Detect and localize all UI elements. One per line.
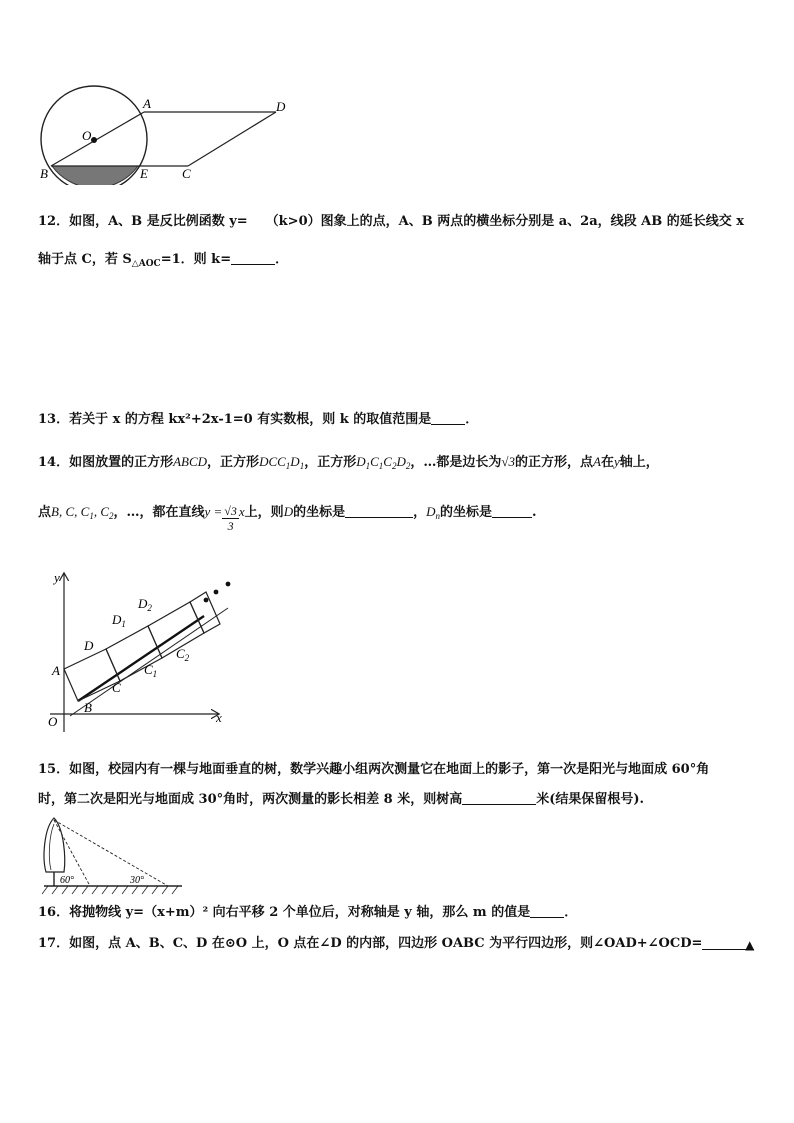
question-12-line2: 轴于点 C，若 $S_{\triangle AOC}=1$．则 k= ．	[38, 252, 289, 269]
label-o: O	[82, 128, 92, 143]
dot-2	[214, 590, 219, 595]
label-o: O	[48, 714, 58, 729]
fraction-sqrt3-over-3: $\frac{√3}{3}$	[224, 504, 237, 533]
label-d1: $D_1$	[112, 612, 126, 629]
question-12-line1: 12．如图，A、B 是反比例函数 y= （k>0）图象上的点，A、B 两点的横坐标分别是 a、2a，线段 AB 的延长线交 x	[38, 214, 745, 229]
question-14-line1: 14．如图放置的正方形ABCD，正方形$DCC_1D_1$，正方形$D_1C_1C_2D_2$，…都是边长为√3的正方形，点A在y轴上，	[38, 454, 659, 471]
tree-canopy	[44, 818, 65, 872]
question-13: 13．若关于 x 的方程 kx²+2x-1=0 有实数根，则 k 的取值范围是 ．	[38, 412, 479, 427]
dot-3	[226, 582, 231, 587]
label-x: x	[216, 710, 222, 725]
answer-blank-15[interactable]	[462, 790, 536, 805]
line-ab	[51, 112, 144, 166]
ground-hatching	[42, 886, 178, 894]
label-c: C	[182, 166, 191, 181]
answer-blank-14a[interactable]	[345, 503, 413, 518]
label-a: A	[52, 663, 60, 678]
label-e: E	[140, 166, 148, 181]
answer-blank-14b[interactable]	[492, 503, 532, 518]
label-c1: $C_1$	[144, 662, 158, 679]
answer-blank-12[interactable]	[231, 250, 275, 265]
center-dot	[91, 137, 97, 143]
angle-30-label: 30°	[130, 875, 144, 886]
label-c2: $C_2$	[176, 646, 190, 663]
label-a: A	[143, 96, 151, 111]
label-d: D	[276, 99, 286, 114]
label-y: y	[54, 570, 60, 585]
answer-marker: ▲	[745, 938, 755, 952]
label-b: B	[84, 700, 92, 715]
angle-60-label: 60°	[60, 875, 74, 886]
label-d: D	[84, 638, 94, 653]
label-d2: $D_2$	[138, 596, 152, 613]
question-17: 17．如图，点 A、B、C、D 在⊙O 上，O 点在∠D 的内部，四边形 OABC 为平行四边形，则∠OAD+∠OCD= ▲	[38, 936, 755, 952]
dot-1	[204, 598, 209, 603]
question-15-line1: 15．如图，校园内有一棵与地面垂直的树，数学兴趣小组两次测量它在地面上的影子，第一次是阳光与地面成 60°角	[38, 762, 710, 777]
question-16: 16．将抛物线 y=（x+m）² 向右平移 2 个单位后，对称轴是 y 轴，那么 m 的值是 ．	[38, 905, 578, 920]
answer-blank-13[interactable]	[431, 410, 465, 425]
answer-blank-17[interactable]	[702, 935, 754, 950]
squares-on-line-figure	[40, 568, 240, 738]
question-14-line2: 点B, C, $C_1$, $C_2$，…，都在直线y = $\frac{√3}{3}$ x上，则D的坐标是 ，$D_n$的坐标是 .	[38, 504, 537, 533]
answer-blank-16[interactable]	[530, 903, 564, 918]
label-b: B	[40, 166, 48, 181]
label-c: C	[112, 680, 121, 695]
tree-shadow-figure	[38, 814, 188, 896]
tree-inner	[49, 824, 54, 870]
question-15-line2: 时，第二次是阳光与地面成 30°角时，两次测量的影长相差 8 米，则树高 米(结果保留根号).	[38, 792, 645, 807]
line-dc	[188, 112, 276, 166]
circle-parallelogram-figure	[36, 80, 296, 185]
